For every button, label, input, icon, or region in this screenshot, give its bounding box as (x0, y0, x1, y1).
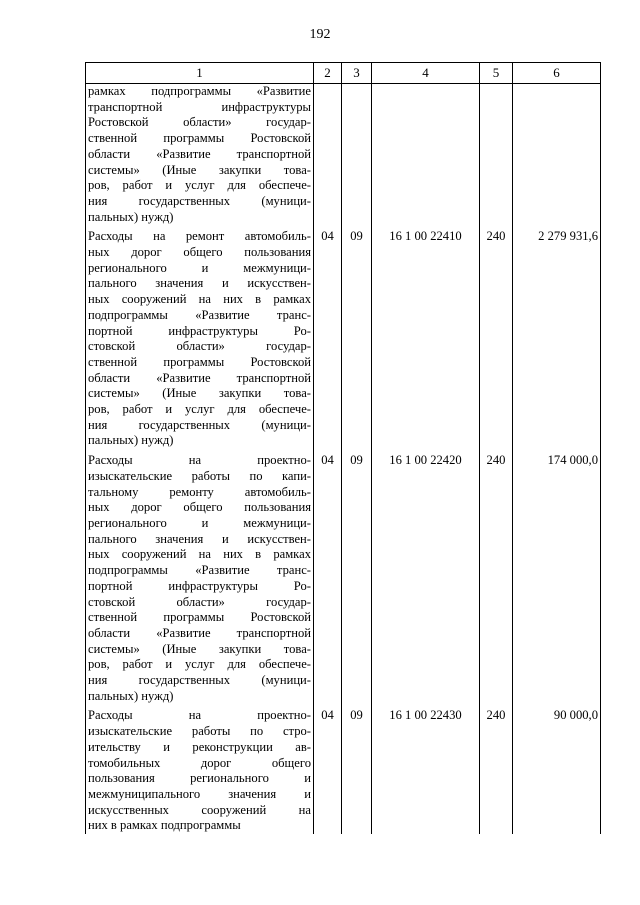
column-header-6: 6 (513, 63, 601, 84)
subsection-code: 09 (342, 449, 372, 704)
description-line: пального значения и искусствен- (88, 531, 311, 546)
description-line: пальных) нужд) (88, 433, 174, 448)
description-line: ния государственных (муници- (88, 673, 311, 688)
target-article-code: 16 1 00 22430 (372, 704, 480, 834)
description-line: ственной программы Ростовской (88, 610, 311, 625)
amount (513, 84, 601, 226)
amount: 90 000,0 (513, 704, 601, 834)
table-row (86, 449, 601, 704)
description-line: ния государственных (муници- (88, 417, 311, 432)
page-number: 192 (309, 27, 331, 42)
description-line: них в рамках подпрограммы (88, 818, 241, 833)
description-line: ительству и реконструкции ав- (88, 739, 311, 754)
description-line: подпрограммы «Развитие транс- (88, 563, 311, 578)
description-line: изыскательские работы по стро- (88, 724, 311, 739)
description-line: изыскательские работы по капи- (88, 468, 311, 483)
subsection-code: 09 (342, 225, 372, 449)
budget-table (85, 62, 601, 834)
table-row (86, 704, 601, 834)
column-header-2: 2 (314, 63, 342, 84)
description-line: пальных) нужд) (88, 209, 174, 224)
description-line: регионального и межмуници- (88, 260, 311, 275)
description-line: системы» (Иные закупки това- (88, 162, 311, 177)
description-line: ных сооружений на них в рамках (88, 547, 311, 562)
row-description (86, 225, 314, 449)
description-line: области «Развитие транспортной (88, 146, 311, 161)
section-code: 04 (314, 704, 342, 834)
description-line: ров, работ и услуг для обеспече- (88, 402, 311, 417)
section-code (314, 84, 342, 226)
description-line: Расходы на ремонт автомобиль- (88, 229, 311, 244)
section-code: 04 (314, 225, 342, 449)
description-line: томобильных дорог общего (88, 755, 311, 770)
section-code: 04 (314, 449, 342, 704)
description-line: межмуниципального значения и (88, 786, 311, 801)
description-line: Расходы на проектно- (88, 453, 311, 468)
expense-type-code: 240 (480, 225, 513, 449)
description-line: Ростовской области» государ- (88, 115, 311, 130)
description-line: рамках подпрограммы «Развитие (88, 84, 311, 98)
row-description (86, 449, 314, 704)
description-line: транспортной инфраструктуры (88, 99, 311, 114)
expense-type-code (480, 84, 513, 226)
subsection-code (342, 84, 372, 226)
description-line: пального значения и искусствен- (88, 276, 311, 291)
row-description (86, 704, 314, 834)
description-line: области «Развитие транспортной (88, 370, 311, 385)
row-description (86, 84, 314, 226)
description-line: тальному ремонту автомобиль- (88, 484, 311, 499)
description-line: Расходы на проектно- (88, 708, 311, 723)
column-header-3: 3 (342, 63, 372, 84)
amount: 174 000,0 (513, 449, 601, 704)
description-line: стовской области» государ- (88, 339, 311, 354)
description-line: подпрограммы «Развитие транс- (88, 307, 311, 322)
description-line: ных дорог общего пользования (88, 500, 311, 515)
description-line: ных дорог общего пользования (88, 245, 311, 260)
description-line: портной инфраструктуры Ро- (88, 323, 311, 338)
column-header-5: 5 (480, 63, 513, 84)
amount: 2 279 931,6 (513, 225, 601, 449)
description-line: ственной программы Ростовской (88, 131, 311, 146)
table-header-row (86, 63, 601, 84)
description-line: регионального и межмуници- (88, 515, 311, 530)
description-line: области «Развитие транспортной (88, 625, 311, 640)
expense-type-code: 240 (480, 449, 513, 704)
table-row (86, 225, 601, 449)
expense-type-code: 240 (480, 704, 513, 834)
description-line: ров, работ и услуг для обеспече- (88, 178, 311, 193)
description-line: пользования регионального и (88, 771, 311, 786)
description-line: стовской области» государ- (88, 594, 311, 609)
description-line: пальных) нужд) (88, 688, 174, 703)
table-body (86, 84, 601, 835)
description-line: портной инфраструктуры Ро- (88, 578, 311, 593)
column-header-4: 4 (372, 63, 480, 84)
target-article-code (372, 84, 480, 226)
table-row (86, 84, 601, 226)
description-line: ров, работ и услуг для обеспече- (88, 657, 311, 672)
target-article-code: 16 1 00 22420 (372, 449, 480, 704)
description-line: ния государственных (муници- (88, 193, 311, 208)
description-line: системы» (Иные закупки това- (88, 386, 311, 401)
description-line: системы» (Иные закупки това- (88, 641, 311, 656)
description-line: искусственных сооружений на (88, 802, 311, 817)
target-article-code: 16 1 00 22410 (372, 225, 480, 449)
description-line: ных сооружений на них в рамках (88, 292, 311, 307)
subsection-code: 09 (342, 704, 372, 834)
column-header-1: 1 (86, 63, 314, 84)
description-line: ственной программы Ростовской (88, 354, 311, 369)
